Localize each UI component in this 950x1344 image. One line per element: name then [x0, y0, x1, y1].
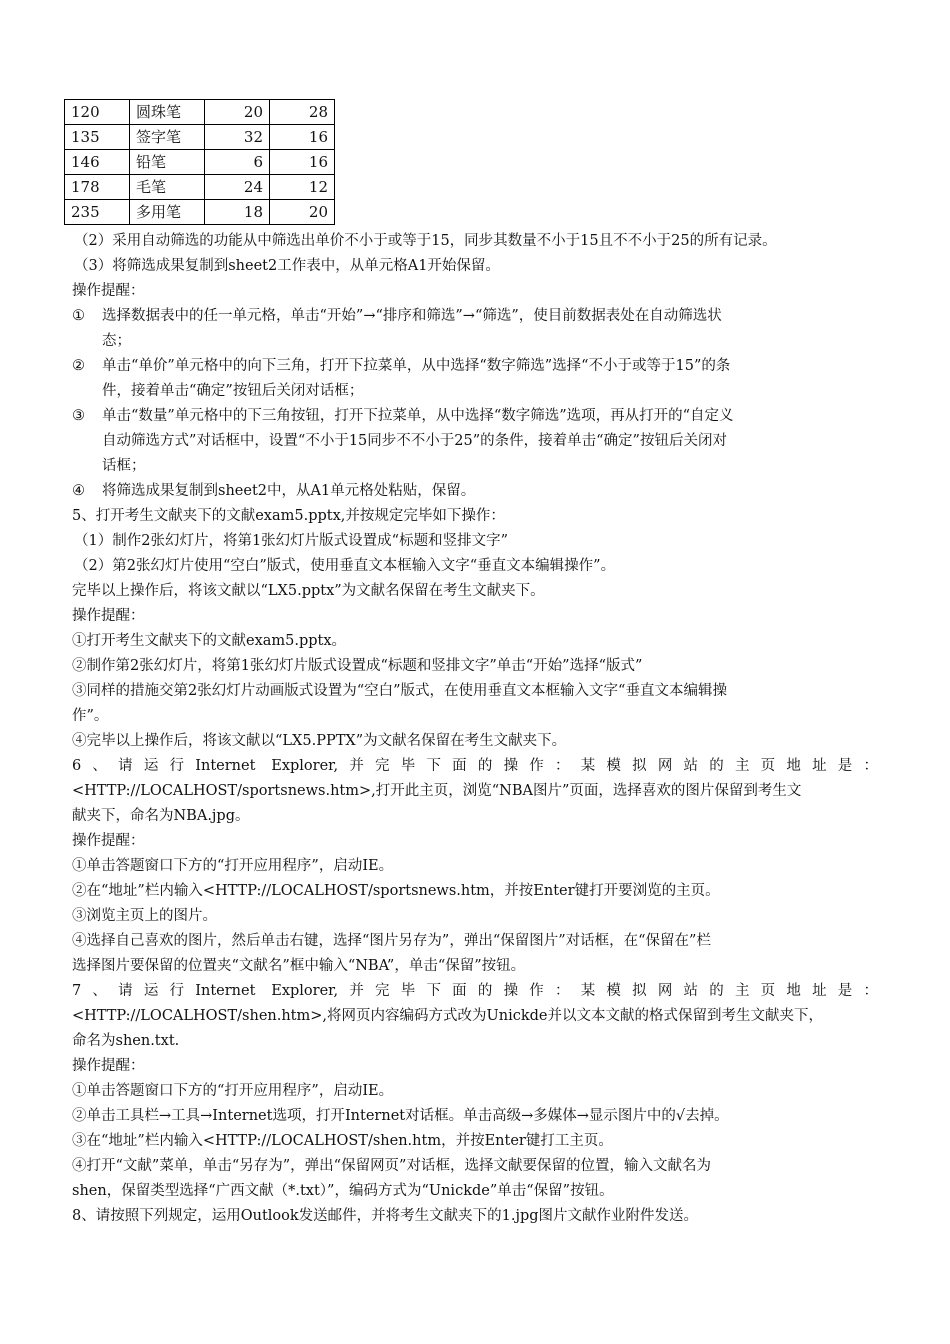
table-cell: 235: [65, 200, 130, 225]
data-table: [64, 99, 335, 225]
text-line: ④选择自己喜欢的图片，然后单击右键，选择“图片另存为”，弹出“保留图片”对话框，在“保留在”栏: [72, 933, 711, 949]
text-line: 操作提醒：: [72, 833, 145, 849]
text-line: 选择数据表中的任一单元格，单击“开始”→“排序和筛选”→“筛选”，使目前数据表处在自动筛选状: [102, 308, 722, 324]
table-cell: 圆珠笔: [130, 100, 205, 125]
text-line: 操作提醒：: [72, 1058, 145, 1074]
text-line: shen，保留类型选择“广西文献（*.txt）”，编码方式为“Unickde”单击“保留”按钮。: [72, 1183, 614, 1199]
text-line: ①打开考生文献夹下的文献exam5.pptx。: [72, 633, 347, 649]
table-cell: 签字笔: [130, 125, 205, 150]
table-cell: 28: [270, 100, 335, 125]
section-heading: 5、打开考生文献夹下的文献exam5.pptx,并按规定完毕如下操作：: [72, 508, 505, 524]
text-line: 献夹下，命名为NBA.jpg。: [72, 808, 250, 824]
text-line: （2）第2张幻灯片使用“空白”版式，使用垂直文本框输入文字“垂直文本编辑操作”。: [74, 558, 616, 574]
table-row: [65, 100, 335, 125]
text-line: <HTTP://LOCALHOST/sportsnews.htm>,打开此主页，浏览“NBA图片”页面，选择喜欢的图片保留到考生文: [72, 783, 802, 799]
table-cell: 多用笔: [130, 200, 205, 225]
text-line: ①单击答题窗口下方的“打开应用程序”，启动IE。: [72, 1083, 394, 1099]
table-cell: 178: [65, 175, 130, 200]
text-line: ②在“地址”栏内输入<HTTP://LOCALHOST/sportsnews.htm，并按Enter键打开要浏览的主页。: [72, 883, 720, 899]
list-marker: ④: [72, 483, 85, 499]
table-cell: 毛笔: [130, 175, 205, 200]
text-line: ②单击工具栏→工具→Internet选项，打开Internet对话框。单击高级→多媒体→显示图片中的√去掉。: [72, 1108, 729, 1124]
section-heading: 6、请运行Internet Explorer,并完毕下面的操作：某模拟网站的主页地址是：: [72, 758, 878, 774]
list-marker: ③: [72, 408, 85, 424]
text-line: ①单击答题窗口下方的“打开应用程序”，启动IE。: [72, 858, 394, 874]
text-line: <HTTP://LOCALHOST/shen.htm>,将网页内容编码方式改为Unickde并以文本文献的格式保留到考生文献夹下，: [72, 1008, 823, 1024]
table-cell: 18: [205, 200, 270, 225]
text-line: （3）将筛选成果复制到sheet2工作表中，从单元格A1开始保留。: [74, 258, 500, 274]
table-cell: 32: [205, 125, 270, 150]
list-marker: ①: [72, 308, 85, 324]
section-heading: 8、请按照下列规定，运用Outlook发送邮件，并将考生文献夹下的1.jpg图片文献作业附件发送。: [72, 1208, 699, 1224]
section-heading: 7、请运行Internet Explorer,并完毕下面的操作：某模拟网站的主页地址是：: [72, 983, 878, 999]
table-cell: 24: [205, 175, 270, 200]
text-line: 选择图片要保留的位置夹“文献名”框中输入“NBA”，单击“保留”按钮。: [72, 958, 526, 974]
text-line: ④完毕以上操作后，将该文献以“LX5.PPTX”为文献名保留在考生文献夹下。: [72, 733, 567, 749]
text-line: 操作提醒：: [72, 608, 145, 624]
text-line: 自动筛选方式”对话框中，设置“不小于15同步不不小于25”的条件，接着单击“确定”按钮后关闭对: [102, 433, 727, 449]
table-row: [65, 175, 335, 200]
text-line: ④打开“文献”菜单，单击“另存为”，弹出“保留网页”对话框，选择文献要保留的位置，输入文献名为: [72, 1158, 711, 1174]
table-row: [65, 125, 335, 150]
text-line: ③同样的措施交第2张幻灯片动画版式设置为“空白”版式，在使用垂直文本框输入文字“垂直文本编辑操: [72, 683, 727, 699]
text-line: 作”。: [72, 708, 109, 724]
table-cell: 16: [270, 125, 335, 150]
text-line: 单击“数量”单元格中的下三角按钮，打开下拉菜单，从中选择“数字筛选”选项，再从打开的“自定义: [102, 408, 734, 424]
text-line: 单击“单价”单元格中的向下三角，打开下拉菜单，从中选择“数字筛选”选择“不小于或等于15”的条: [102, 358, 731, 374]
table-cell: 16: [270, 150, 335, 175]
text-line: ③浏览主页上的图片。: [72, 908, 217, 924]
text-line: 完毕以上操作后，将该文献以“LX5.pptx”为文献名保留在考生文献夹下。: [72, 583, 545, 599]
text-line: 将筛选成果复制到sheet2中，从A1单元格处粘贴，保留。: [102, 483, 476, 499]
table-cell: 12: [270, 175, 335, 200]
table-cell: 铅笔: [130, 150, 205, 175]
table-row: [65, 200, 335, 225]
text-line: 命名为shen.txt.: [72, 1033, 180, 1049]
table-cell: 120: [65, 100, 130, 125]
text-line: （2）采用自动筛选的功能从中筛选出单价不小于或等于15，同步其数量不小于15且不不小于25的所有记录。: [74, 233, 777, 249]
text-line: ③在“地址”栏内输入<HTTP://LOCALHOST/shen.htm，并按Enter键打工主页。: [72, 1133, 613, 1149]
text-line: 件，接着单击“确定”按钮后关闭对话框；: [102, 383, 364, 399]
list-marker: ②: [72, 358, 85, 374]
table-cell: 135: [65, 125, 130, 150]
table-cell: 146: [65, 150, 130, 175]
table-cell: 20: [205, 100, 270, 125]
text-line: 操作提醒：: [72, 283, 145, 299]
table-cell: 20: [270, 200, 335, 225]
text-line: ②制作第2张幻灯片，将第1张幻灯片版式设置成“标题和竖排文字”单击“开始”选择“版式”: [72, 658, 643, 674]
table-row: [65, 150, 335, 175]
text-line: 话框；: [102, 458, 146, 474]
table-cell: 6: [205, 150, 270, 175]
text-line: 态；: [102, 333, 131, 349]
text-line: （1）制作2张幻灯片，将第1张幻灯片版式设置成“标题和竖排文字”: [74, 533, 508, 549]
